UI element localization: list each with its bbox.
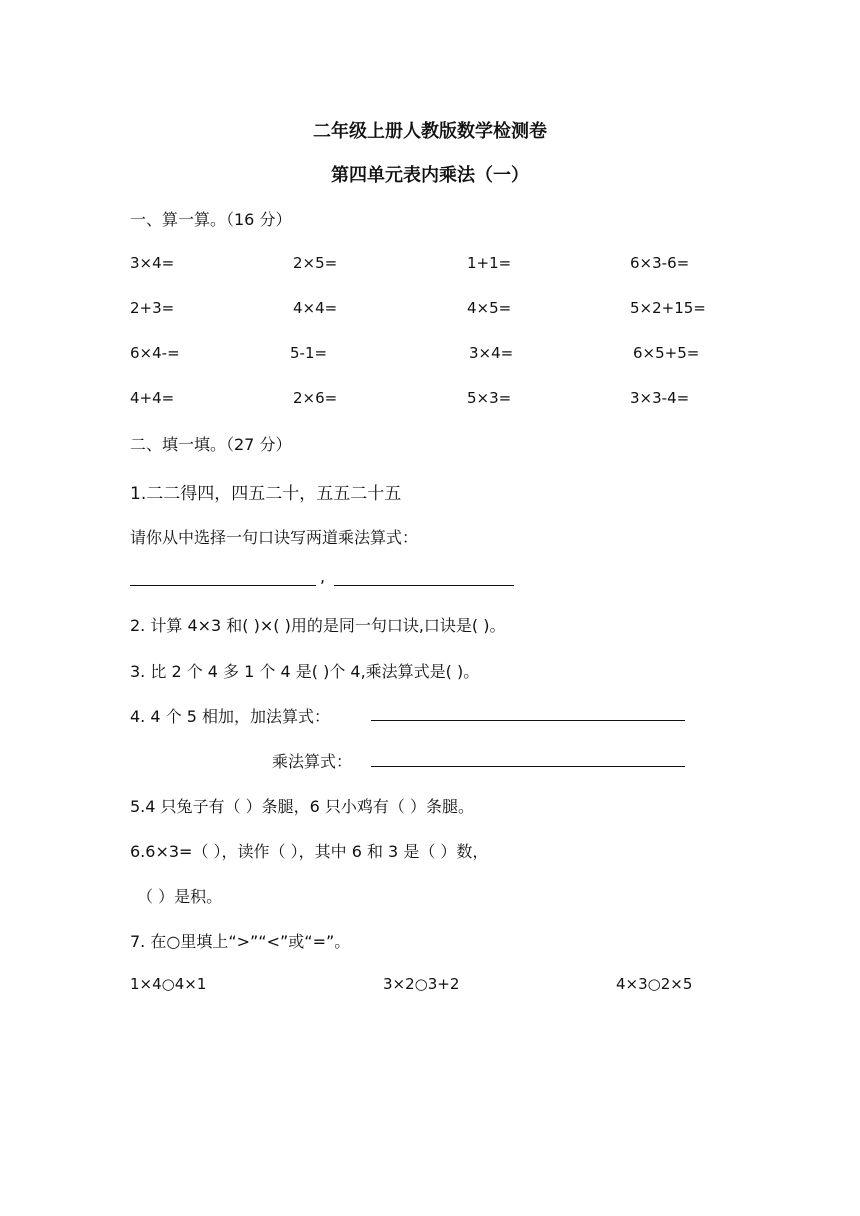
compare-item: 4×3○2×5	[616, 975, 693, 993]
question-6-line1: 6.6×3=（ ），读作（ ），其中 6 和 3 是（ ）数，	[130, 842, 489, 861]
compare-item: 3×2○3+2	[383, 975, 460, 993]
calc-item: 4×4=	[293, 299, 338, 317]
calc-item: 3×3-4=	[630, 389, 690, 407]
calc-item: 4×5=	[467, 299, 512, 317]
answer-blank[interactable]	[334, 585, 514, 586]
multiplication-answer-blank[interactable]	[371, 766, 685, 767]
calc-item: 2+3=	[130, 299, 175, 317]
question-6-line2: （ ）是积。	[137, 887, 223, 906]
calc-item: 3×4=	[130, 254, 175, 272]
question-4-mul-label: 乘法算式：	[272, 752, 353, 771]
section1-heading: 一、算一算。（16 分）	[130, 210, 292, 229]
unit-subtitle: 第四单元表内乘法（一）	[331, 165, 529, 186]
question-4-add-label: 4. 4 个 5 相加，加法算式：	[130, 707, 330, 726]
addition-answer-blank[interactable]	[371, 720, 685, 721]
calc-item: 5×2+15=	[630, 299, 706, 317]
question-1-instruction: 请你从中选择一句口诀写两道乘法算式：	[130, 528, 419, 547]
question-1-text: 1.二二得四，四五二十，五五二十五	[130, 484, 402, 504]
calc-item: 1+1=	[467, 254, 512, 272]
question-3: 3. 比 2 个 4 多 1 个 4 是( )个 4,乘法算式是( )。	[130, 662, 480, 681]
calc-item: 3×4=	[469, 344, 514, 362]
calc-item: 5-1=	[290, 344, 328, 362]
compare-item: 1×4○4×1	[130, 975, 207, 993]
question-7-instruction: 7. 在○里填上“>”“<”或“=”。	[130, 932, 351, 951]
calc-item: 2×6=	[293, 389, 338, 407]
calc-item: 5×3=	[467, 389, 512, 407]
blank-separator: ,	[320, 567, 326, 586]
answer-blank[interactable]	[130, 585, 316, 586]
calc-item: 2×5=	[293, 254, 338, 272]
calc-item: 6×4-=	[130, 344, 180, 362]
calc-item: 6×5+5=	[633, 344, 700, 362]
worksheet-title: 二年级上册人教版数学检测卷	[313, 121, 547, 142]
section2-heading: 二、填一填。（27 分）	[130, 435, 292, 454]
question-2: 2. 计算 4×3 和( )×( )用的是同一句口诀,口诀是( )。	[130, 616, 506, 635]
calc-item: 4+4=	[130, 389, 175, 407]
calc-item: 6×3-6=	[630, 254, 690, 272]
question-5: 5.4 只兔子有（ ）条腿，6 只小鸡有（ ）条腿。	[130, 797, 474, 816]
